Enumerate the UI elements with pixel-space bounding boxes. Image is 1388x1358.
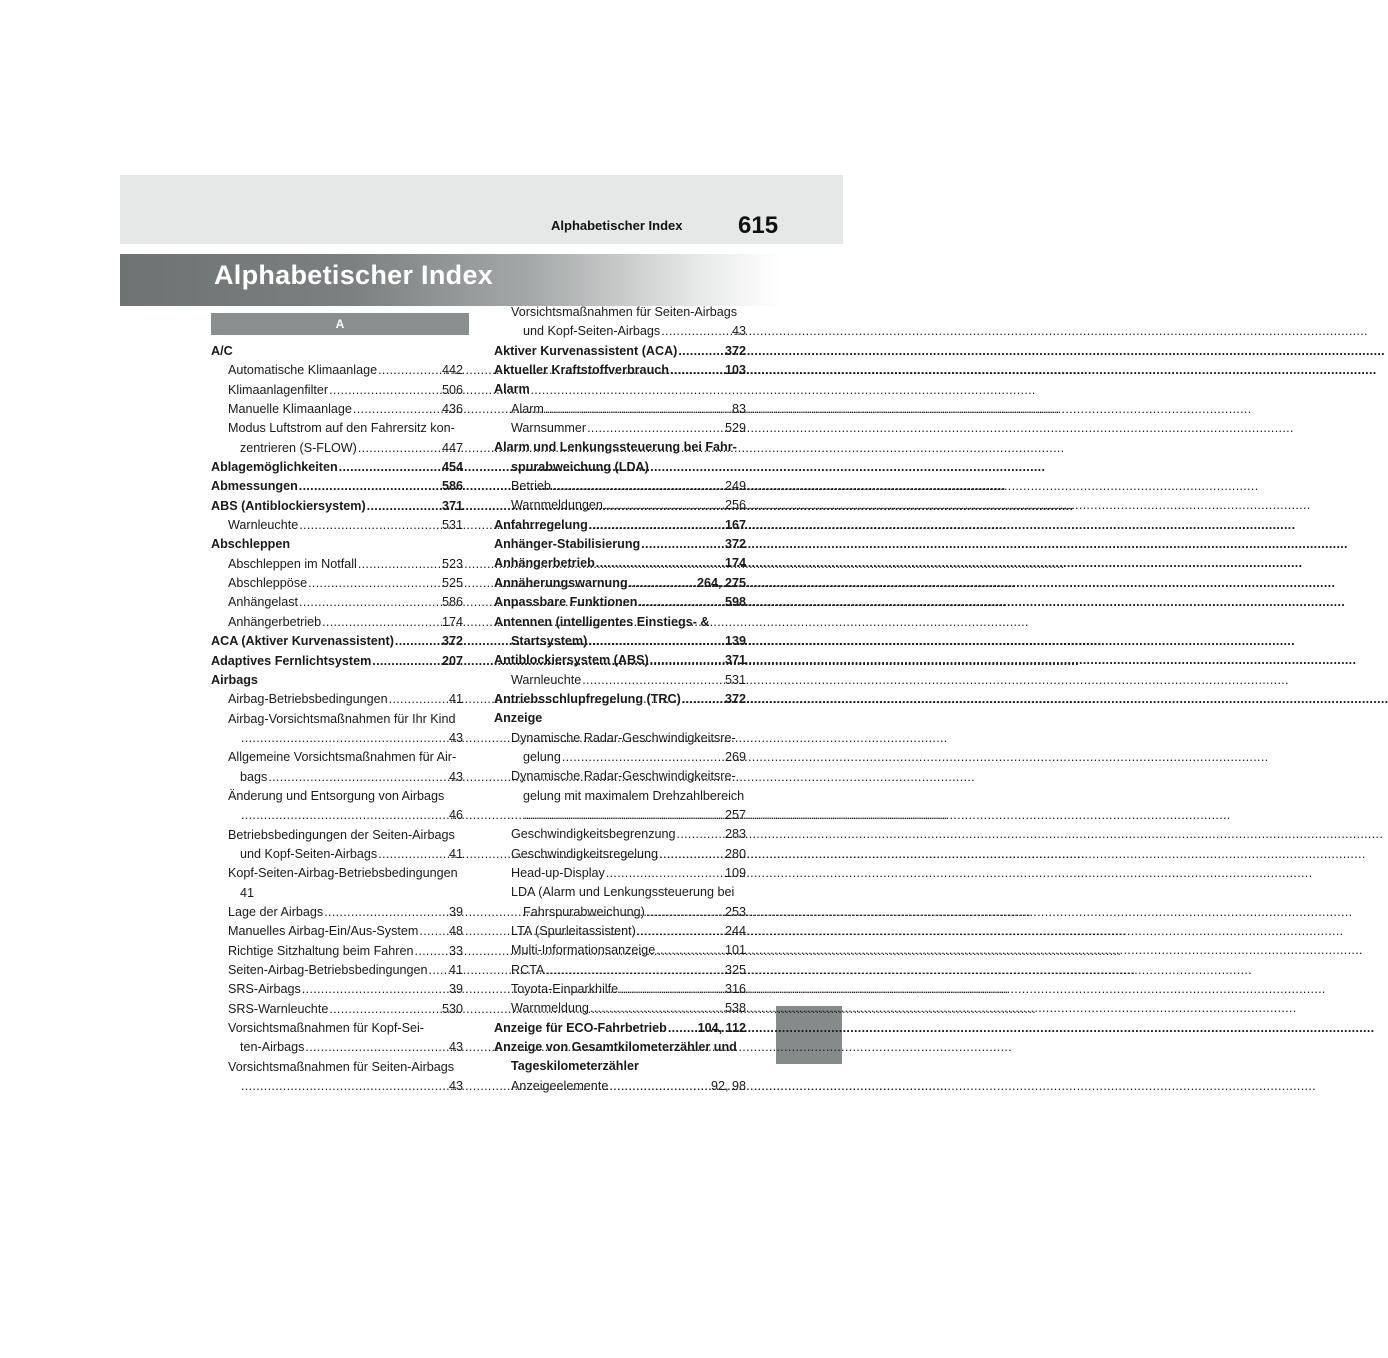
index-subentry <box>211 516 463 535</box>
dot-leader <box>609 1077 710 1096</box>
entry-text: Anfahrregelung <box>494 517 588 532</box>
index-subentry <box>211 439 463 458</box>
page-reference[interactable]: 39 <box>448 982 463 997</box>
entry-text: ABS (Antiblockiersystem) <box>211 498 366 513</box>
dot-leader <box>372 652 441 671</box>
index-subentry-text: Änderung und Entsorgung von Airbags <box>228 788 445 803</box>
dot-leader <box>322 613 441 632</box>
page-reference[interactable]: 43 <box>448 1079 463 1094</box>
page-reference[interactable]: 167 <box>724 517 746 532</box>
index-main-entry <box>494 651 746 670</box>
index-subentry-text: 41 <box>240 885 255 900</box>
index-main-entry <box>494 690 746 709</box>
dot-leader <box>324 903 448 922</box>
entry-text: Ablagemöglichkeiten <box>211 460 338 475</box>
dot-leader <box>302 980 448 999</box>
index-subentry-text: Dynamische Radar-Geschwindigkeitsre- <box>511 769 736 784</box>
entry-text: Warnleuchte <box>511 672 582 687</box>
dot-leader <box>339 458 441 477</box>
page-reference[interactable]: 436 <box>441 402 463 417</box>
page-reference[interactable]: 104, 112 <box>697 1020 746 1035</box>
entry-text: Klimaanlagenfilter <box>228 382 329 397</box>
entry-text: Antiblockiersystem (ABS) <box>494 653 649 668</box>
dot-leader <box>629 574 696 593</box>
index-subentry <box>211 381 463 400</box>
dot-leader <box>241 806 448 825</box>
index-subentry <box>494 980 746 999</box>
index-subentry <box>211 1000 463 1019</box>
index-heading: Alarm und Lenkungssteuerung bei Fahr- <box>494 440 737 455</box>
index-subentry <box>494 1077 746 1096</box>
index-main-entry <box>494 574 746 593</box>
entry-text: Abmessungen <box>211 479 298 494</box>
entry-text: Alarm <box>511 401 544 416</box>
dot-leader <box>299 516 441 535</box>
entry-text: Anhängelast <box>228 595 299 610</box>
dot-leader <box>637 922 724 941</box>
page-reference[interactable]: 586 <box>441 595 463 610</box>
page-reference[interactable]: 442 <box>441 363 463 378</box>
index-subentry <box>494 671 746 690</box>
dot-leader <box>670 361 724 380</box>
entry-text: und Kopf-Seiten-Airbags <box>523 324 661 339</box>
index-main-entry <box>494 535 746 554</box>
page-reference[interactable]: 253 <box>724 904 746 919</box>
page-reference[interactable]: 174 <box>441 614 463 629</box>
page-reference[interactable]: 39 <box>448 904 463 919</box>
dot-leader <box>656 941 724 960</box>
index-heading: Tageskilometerzähler <box>511 1059 639 1074</box>
entry-text: Startsystem) <box>511 633 588 648</box>
index-subentry <box>494 496 746 515</box>
index-subentry <box>211 1077 463 1096</box>
index-subentry <box>494 322 746 341</box>
dot-leader <box>641 535 724 554</box>
page-reference[interactable]: 41 <box>448 846 463 861</box>
dot-leader <box>678 342 724 361</box>
page-reference[interactable]: 43 <box>448 730 463 745</box>
entry-text: bags <box>240 769 268 784</box>
page-reference[interactable]: 43 <box>448 1040 463 1055</box>
dot-leader <box>429 961 448 980</box>
index-subentry <box>211 961 463 980</box>
page-reference[interactable]: 43 <box>448 769 463 784</box>
dot-leader <box>358 439 441 458</box>
index-subentry <box>494 477 746 496</box>
entry-text: Anhängerbetrieb <box>494 556 595 571</box>
page-reference[interactable]: 325 <box>724 962 746 977</box>
dot-leader <box>596 554 724 573</box>
index-subentry <box>494 922 746 941</box>
page-reference[interactable]: 530 <box>441 1001 463 1016</box>
entry-text: Head-up-Display <box>511 865 605 880</box>
page-reference[interactable]: 46 <box>448 808 463 823</box>
index-subentry <box>494 400 746 419</box>
dot-leader <box>661 322 731 341</box>
entry-text: Adaptives Fernlichtsystem <box>211 653 372 668</box>
page-reference[interactable]: 531 <box>724 672 746 687</box>
entry-text: Manuelles Airbag-Ein/Aus-System <box>228 924 419 939</box>
page-reference[interactable]: 269 <box>724 749 746 764</box>
index-subentry <box>211 1038 463 1057</box>
index-subentry <box>494 419 746 438</box>
letter-heading: A <box>211 313 469 335</box>
dot-leader <box>395 632 441 651</box>
index-subentry <box>211 942 463 961</box>
index-subentry-text: Vorsichtsmaßnahmen für Kopf-Sei- <box>228 1021 424 1036</box>
dot-leader <box>588 632 724 651</box>
index-subentry <box>211 555 463 574</box>
entry-text: Annäherungswarnung <box>494 575 628 590</box>
dot-leader <box>329 1000 441 1019</box>
entry-text: SRS-Warnleuchte <box>228 1001 329 1016</box>
page-reference[interactable]: 372 <box>724 537 746 552</box>
index-main-entry <box>494 593 746 612</box>
index-heading: Abschleppen <box>211 537 291 552</box>
page-reference[interactable]: 92, 98 <box>710 1078 746 1093</box>
index-subentry <box>211 361 463 380</box>
page-reference[interactable]: 48 <box>448 924 463 939</box>
dot-leader <box>562 748 724 767</box>
entry-text: Warnmeldung <box>511 1001 589 1016</box>
dot-leader <box>299 477 441 496</box>
entry-text: Abschleppen im Notfall <box>228 556 357 571</box>
index-heading: Alarm <box>494 382 530 397</box>
page-reference[interactable]: 109 <box>724 865 746 880</box>
entry-text: Warnmeldungen <box>511 498 603 513</box>
dot-leader <box>268 768 448 787</box>
index-subentry-text: gelung mit maximalem Drehzahlbereich <box>523 788 745 803</box>
index-subentry <box>211 806 463 825</box>
index-subentry <box>494 903 746 922</box>
dot-leader <box>329 381 441 400</box>
index-subentry <box>211 768 463 787</box>
dot-leader <box>308 574 441 593</box>
dot-leader <box>587 419 724 438</box>
entry-text: LTA (Spurleitassistent) <box>511 924 636 938</box>
entry-text: Geschwindigkeitsregelung <box>511 846 659 861</box>
index-main-entry <box>494 1019 746 1038</box>
page-reference[interactable]: 280 <box>724 846 746 861</box>
entry-text: zentrieren (S-FLOW) <box>240 440 357 455</box>
dot-leader <box>545 400 731 419</box>
index-subentry-text: Betriebsbedingungen der Seiten-Airbags <box>228 827 455 842</box>
index-subentry-text: Modus Luftstrom auf den Fahrersitz kon- <box>228 421 455 436</box>
page-reference[interactable]: 531 <box>441 518 463 533</box>
entry-text: SRS-Airbags <box>228 982 301 997</box>
page-reference[interactable]: 316 <box>724 982 746 997</box>
entry-text: Aktueller Kraftstoffverbrauch <box>494 363 669 378</box>
index-subentry <box>494 864 746 883</box>
index-heading: Airbags <box>211 672 258 687</box>
page-title: Alphabetischer Index <box>214 260 494 290</box>
page-reference[interactable]: 101 <box>724 943 746 958</box>
entry-text: Abschleppöse <box>228 576 308 591</box>
entry-text: Geschwindigkeitsbegrenzung <box>511 827 676 842</box>
index-main-entry <box>494 342 746 361</box>
entry-text: Richtige Sitzhaltung beim Fahren <box>228 943 414 958</box>
index-subentry-text: Airbag-Vorsichtsmaßnahmen für Ihr Kind <box>228 711 456 726</box>
index-main-entry <box>211 632 463 651</box>
page-reference[interactable]: 283 <box>724 827 746 842</box>
dot-leader <box>677 825 724 844</box>
dot-leader <box>668 1019 697 1038</box>
dot-leader <box>638 593 724 612</box>
index-main-entry <box>494 361 746 380</box>
entry-text: Fahrspurabweichung) <box>523 904 645 919</box>
index-heading: Anzeige <box>494 711 543 726</box>
index-subentry-text: Dynamische Radar-Geschwindigkeitsre- <box>511 730 736 745</box>
entry-text: Anzeigeelemente <box>511 1078 609 1093</box>
entry-text: Warnleuchte <box>228 518 299 533</box>
page-reference[interactable]: 41 <box>448 692 463 707</box>
entry-text: ACA (Aktiver Kurvenassistent) <box>211 634 394 649</box>
index-subentry-text: Allgemeine Vorsichtsmaßnahmen für Air- <box>228 750 457 765</box>
entry-text: und Kopf-Seiten-Airbags <box>240 846 378 861</box>
dot-leader <box>659 845 724 864</box>
entry-text: Anhängerbetrieb <box>228 614 322 629</box>
dot-leader <box>419 922 448 941</box>
dot-leader <box>415 942 448 961</box>
entry-text: Aktiver Kurvenassistent (ACA) <box>494 343 678 358</box>
index-subentry <box>211 613 463 632</box>
page-reference[interactable]: 174 <box>724 556 746 571</box>
index-subentry <box>211 845 463 864</box>
index-subentry <box>494 845 746 864</box>
dot-leader <box>646 903 724 922</box>
dot-leader <box>367 497 441 516</box>
entry-text: Toyota-Einparkhilfe <box>511 982 619 997</box>
dot-leader <box>378 845 448 864</box>
dot-leader <box>650 651 724 670</box>
index-subentry <box>211 922 463 941</box>
page-reference[interactable]: 103 <box>724 363 746 378</box>
index-heading: Antennen (intelligentes Einstiegs- & <box>494 614 710 629</box>
page-number: 615 <box>738 212 779 239</box>
index-main-entry <box>211 458 463 477</box>
page-reference[interactable]: 249 <box>724 479 746 494</box>
index-subentry <box>211 903 463 922</box>
dot-leader <box>389 690 448 709</box>
dot-leader <box>545 961 724 980</box>
entry-text: Seiten-Airbag-Betriebsbedingungen <box>228 963 428 977</box>
entry-text: RCTA <box>511 962 545 977</box>
page-reference[interactable]: 43 <box>731 324 746 339</box>
index-subentry <box>494 825 746 844</box>
dot-leader <box>353 400 441 419</box>
page-reference[interactable]: 538 <box>724 1001 746 1016</box>
index-subentry <box>494 748 746 767</box>
page-reference[interactable]: 33 <box>448 943 463 958</box>
entry-text: Anhänger-Stabilisierung <box>494 537 641 552</box>
page-reference[interactable]: 372 <box>441 634 463 649</box>
dot-leader <box>606 864 724 883</box>
index-subentry <box>494 806 746 825</box>
entry-text: ten-Airbags <box>240 1040 305 1055</box>
index-subentry-text: Vorsichtsmaßnahmen für Seiten-Airbags <box>228 1059 455 1074</box>
dot-leader <box>299 593 441 612</box>
page-reference[interactable]: 372 <box>724 691 746 706</box>
index-subentry-text: LDA (Alarm und Lenkungssteuerung bei <box>511 885 735 900</box>
dot-leader <box>378 361 441 380</box>
page-reference[interactable]: 139 <box>724 633 746 648</box>
page-reference[interactable]: 83 <box>731 401 746 416</box>
index-main-entry <box>494 554 746 573</box>
entry-text: Antriebsschlupfregelung (TRC) <box>494 691 681 706</box>
index-subentry <box>494 941 746 960</box>
page-reference[interactable]: 529 <box>724 421 746 436</box>
dot-leader <box>590 999 724 1018</box>
index-subentry <box>494 961 746 980</box>
dot-leader <box>604 496 724 515</box>
entry-text: Manuelle Klimaanlage <box>228 402 352 417</box>
page-reference[interactable]: 454 <box>441 460 463 475</box>
index-subentry-text: Kopf-Seiten-Airbag-Betriebsbedingungen <box>228 866 458 881</box>
entry-text: Automatische Klimaanlage <box>228 363 378 378</box>
index-heading: Anzeige von Gesamtkilometerzähler und <box>494 1040 737 1055</box>
index-subentry <box>211 690 463 709</box>
index-subentry-text: Vorsichtsmaßnahmen für Seiten-Airbags <box>511 305 738 319</box>
index-column-left <box>211 342 463 1096</box>
index-heading: A/C <box>211 344 233 358</box>
page-reference[interactable]: 264, 275 <box>696 575 746 590</box>
header-band <box>120 175 843 244</box>
page-reference[interactable]: 523 <box>441 556 463 571</box>
dot-leader <box>552 477 724 496</box>
index-main-entry <box>211 652 463 671</box>
entry-text: Airbag-Betriebsbedingungen <box>228 692 388 707</box>
page-reference[interactable]: 371 <box>724 653 746 668</box>
dot-leader <box>524 806 724 825</box>
dot-leader <box>358 555 441 574</box>
page-reference[interactable]: 586 <box>441 479 463 494</box>
page-reference[interactable]: 598 <box>724 595 746 610</box>
dot-leader <box>241 729 448 748</box>
dot-leader <box>305 1038 448 1057</box>
dot-leader <box>582 671 724 690</box>
entry-text: Anpassbare Funktionen <box>494 595 638 610</box>
entry-text: Multi-Informationsanzeige <box>511 943 656 958</box>
entry-text: Anzeige für ECO-Fahrbetrieb <box>494 1020 667 1035</box>
page-reference[interactable]: 256 <box>724 498 746 513</box>
index-heading: spurabweichung (LDA) <box>511 459 649 474</box>
dot-leader <box>241 1077 448 1096</box>
index-main-entry <box>211 477 463 496</box>
index-main-entry <box>211 497 463 516</box>
page-reference[interactable]: 207 <box>441 653 463 668</box>
dot-leader <box>682 690 724 709</box>
dot-leader <box>589 516 724 535</box>
index-column-right <box>494 303 746 1096</box>
index-main-entry <box>494 516 746 535</box>
page-reference[interactable]: 244 <box>724 924 746 938</box>
page-reference[interactable]: 372 <box>724 343 746 358</box>
page-reference[interactable]: 447 <box>441 440 463 455</box>
dot-leader <box>619 980 724 999</box>
running-header-title: Alphabetischer Index <box>551 218 683 233</box>
page-reference[interactable]: 506 <box>441 382 463 397</box>
index-subentry <box>211 980 463 999</box>
entry-text: gelung <box>523 749 561 764</box>
page-reference[interactable]: 257 <box>724 807 746 822</box>
index-subentry <box>211 574 463 593</box>
index-subentry <box>211 729 463 748</box>
page-reference[interactable]: 525 <box>441 576 463 591</box>
page-reference[interactable]: 41 <box>448 963 463 977</box>
index-subentry <box>494 999 746 1018</box>
entry-text: Lage der Airbags <box>228 904 324 919</box>
entry-text: Betrieb <box>511 479 551 494</box>
page-reference[interactable]: 371 <box>441 498 463 513</box>
entry-text: Warnsummer <box>511 421 587 436</box>
index-subentry <box>211 593 463 612</box>
index-main-entry <box>494 632 746 651</box>
index-subentry <box>211 400 463 419</box>
